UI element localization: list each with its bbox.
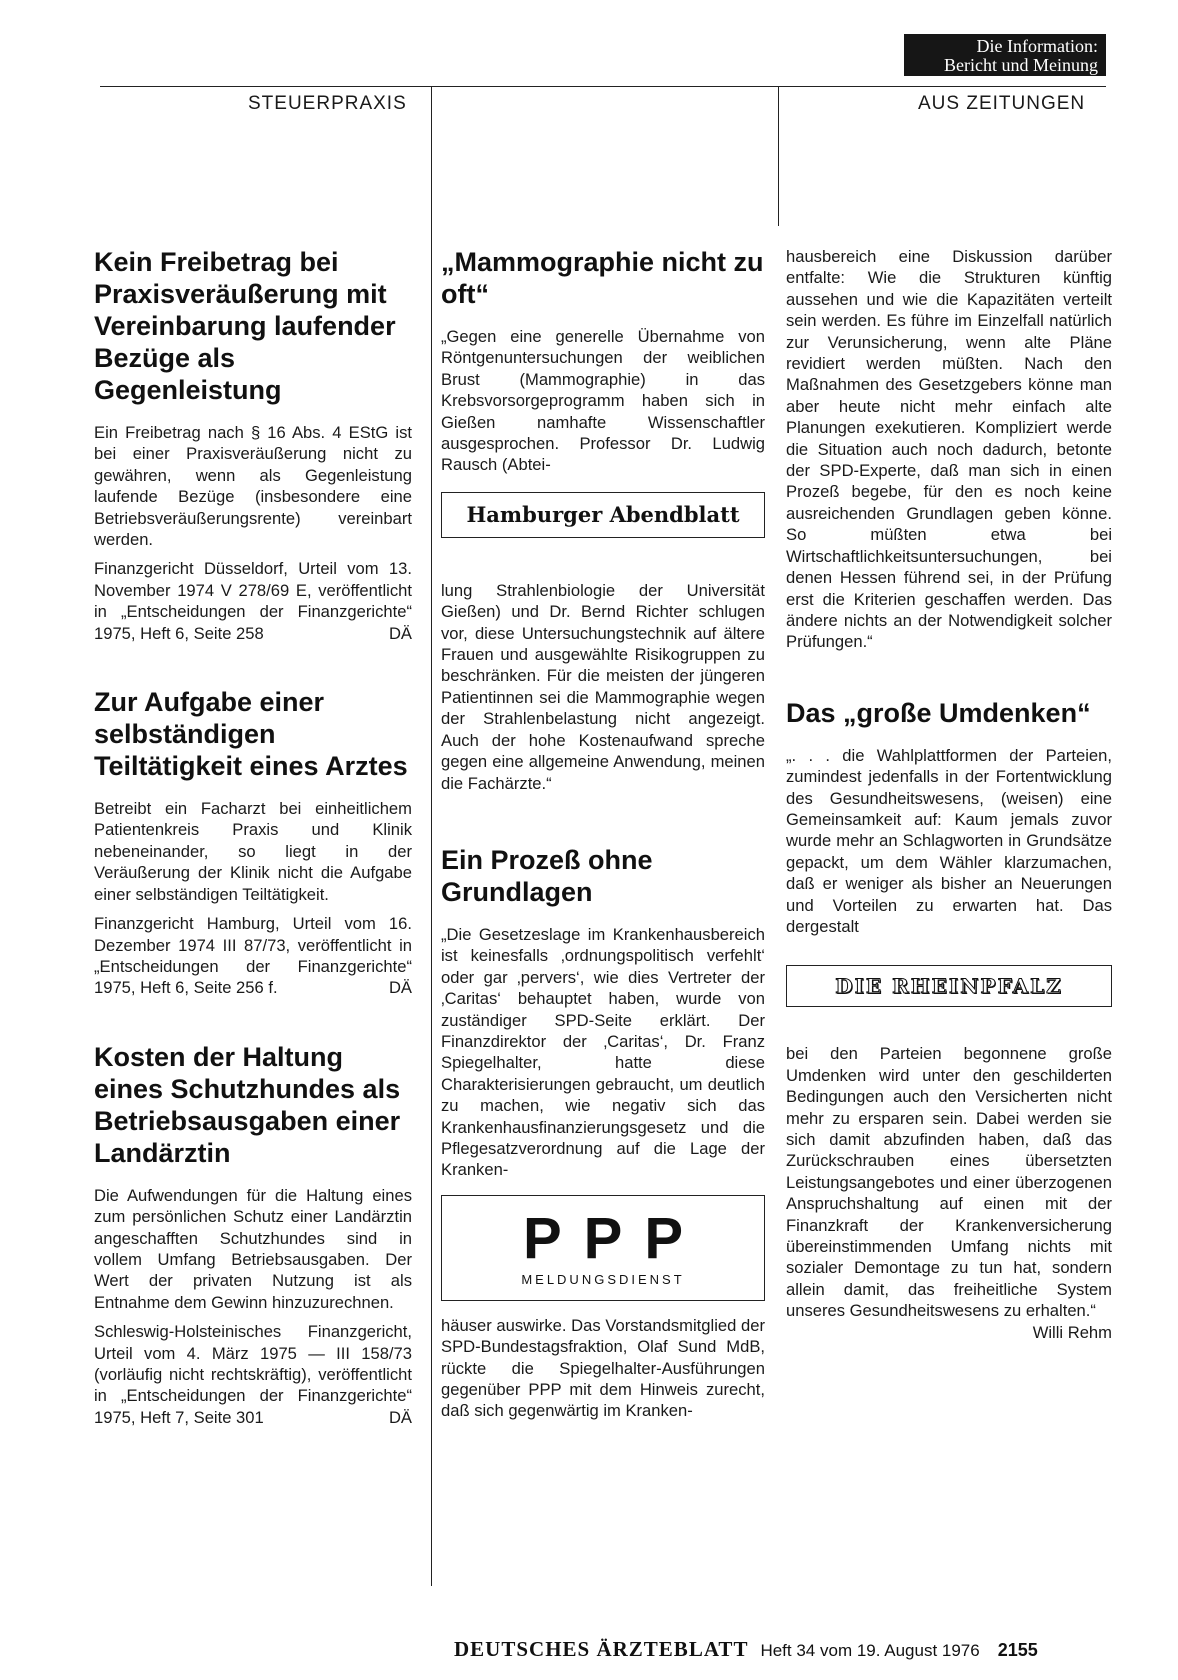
section-label-left: STEUERPRAXIS xyxy=(248,93,407,114)
article-body: Betreibt ein Facharzt bei einheitlichem Patientenkreis Praxis und Klinik nebeneinander, so liegt in der Veräußerung der Klinik nicht die Aufgabe einer selbständigen Teiltätigkeit. xyxy=(94,799,412,904)
newspaper-logo-hamburger-abendblatt xyxy=(441,492,765,538)
logo-text: DIE RHEINPFALZ xyxy=(835,974,1063,999)
badge-line-1: Die Information: xyxy=(976,36,1098,56)
article-source xyxy=(94,558,412,644)
page-number: 2155 xyxy=(997,1640,1038,1660)
article-body-continued: häuser auswirke. Das Vorstandsmitglied der SPD-Bundestagsfraktion, Olaf Sund MdB, rückte die Spiegelhalter-Ausführungen gegenüber PPP mit dem Hinweis zurecht, daß sich gegenwärtig im Kranken- xyxy=(441,1315,765,1421)
article-body: Die Aufwendungen für die Haltung eines zum persönlichen Schutz einer Landärztin angeschafften Schutzhundes sind in vollem Umfang Betriebsausgaben. Der Wert der privaten Nutzung ist als Entnahme dem Gewinn hinzuzurechnen. xyxy=(94,1185,412,1312)
article-source xyxy=(94,913,412,999)
issue-info: Heft 34 vom 19. August 1976 xyxy=(760,1641,980,1660)
column-2 xyxy=(441,246,765,1430)
section-badge xyxy=(904,34,1106,76)
article-headline: Kosten der Haltung eines Schutzhundes als Betriebsausgaben einer Landärztin xyxy=(94,1041,401,1168)
article-source xyxy=(94,1321,412,1428)
article-body-continued xyxy=(786,1043,1112,1342)
article-prozess xyxy=(441,844,765,1422)
article-mammographie xyxy=(441,246,765,794)
article-headline: „Mammographie nicht zu oft“ xyxy=(441,247,764,309)
header-divider xyxy=(778,86,779,226)
article-body-continued: lung Strahlenbiologie der Universität Gießen) und Dr. Bernd Richter schlugen vor, diese Untersuchungstechnik auf ältere Frauen und ausgewählte Risikogruppen zu beschränken. Für die meisten der jüngeren Patientinnen sei die Mammographie wegen der Strahlenbelastung nicht angezeigt. Auch der hohe Kostenaufwand spreche gegen eine allgemeine Anwendung, meinen die Fachärzte.“ xyxy=(441,580,765,793)
column-divider xyxy=(431,86,432,1586)
article-body: „. . . die Wahlplattformen der Parteien, zumindest jedenfalls in der Fortentwicklung des Gesundheitswesens, (weisen) eine Gemeinsamkeit auf: Kaum jemals zuvor wurde mehr an Schlagworten in Grundsätze gepackt, um dem Wähler klarzumachen, daß er weniger als bisher an Neuerungen und Vorteilen zu erwarten hat. Das dergestalt xyxy=(786,745,1112,936)
article-headline: Das „große Umdenken“ xyxy=(786,697,1091,728)
header-rule xyxy=(100,86,1106,87)
logo-text: Hamburger Abendblatt xyxy=(466,502,740,528)
article-headline: Zur Aufgabe einer selbständigen Teiltätigkeit eines Arztes xyxy=(94,687,408,782)
article-umdenken xyxy=(786,697,1112,1342)
journal-name: DEUTSCHES ÄRZTEBLATT xyxy=(454,1637,749,1661)
badge-line-2: Bericht und Meinung xyxy=(944,55,1098,75)
ppp-logo-subtitle: MELDUNGSDIENST xyxy=(521,1272,685,1288)
article-body-continued: hausbereich eine Diskussion darüber entfalte: Wie die Strukturen künftig aussehen und wie die Kapazitäten verteilt sein werden. Es führe im Einzelfall natürlich zur Verunsicherung, wenn alte Pläne revidiert werden müßten. Nach den Maßnahmen des Gesetzgebers könne man aber heute nicht mehr einfach alte Planungen exekutieren. Kompliziert werde die Situation auch noch dadurch, betonte der SPD-Experte, daß man sich in einen Prozeß begebe, für den es noch keine ausreichenden Grundlagen geben könne. So müßten etwa bei Wirtschaftlichkeitsuntersuchungen, bei denen Hessen führend sei, in der Prüfung erst die Kriterien geschaffen werden. Das ändere nichts an der Notwendigkeit solcher Prüfungen.“ xyxy=(786,247,1112,652)
author-signature: Willi Rehm xyxy=(1032,1322,1112,1342)
article-body: „Die Gesetzeslage im Krankenhausbereich ist keinesfalls ‚ordnungspolitisch verfehlt‘ oder gar ‚pervers‘, wie dies Vertreter der ‚Caritas‘ behauptet haben, wurde von zuständiger SPD-Seite erklärt. Der Finanzdirektor der ‚Caritas‘, Dr. Franz Spiegelhalter, hatte diese Charakterisierungen gebraucht, um deutlich zu machen, wie negativ sich das Krankenhausfinanzierungsgesetz und die Pflegesatzverordnung auf die Lage der Kranken- xyxy=(441,924,765,1180)
article-body: „Gegen eine generelle Übernahme von Röntgenuntersuchungen der weiblichen Brust (Mammographie) in das Krebsvorsorgeprogramm haben sich in Gießen namhafte Wissenschaftler ausgesprochen. Professor Dr. Ludwig Rausch (Abtei- xyxy=(441,327,765,475)
source-mark: DÄ xyxy=(388,978,412,998)
article-teiltaetigkeit xyxy=(94,686,412,999)
ppp-logo-letters: PPP xyxy=(522,1206,706,1272)
source-mark: DÄ xyxy=(388,1407,412,1427)
article-body: Ein Freibetrag nach § 16 Abs. 4 EStG ist bei einer Praxisveräußerung nicht zu gewähren, wenn als Gegenleistung laufende Bezüge (insbesondere eine Betriebsveräußerungsrente) vereinbart werden. xyxy=(94,423,412,550)
column-1 xyxy=(94,246,412,1428)
article-freibetrag xyxy=(94,246,412,644)
article-schutzhund xyxy=(94,1041,412,1428)
newspaper-logo-rheinpfalz xyxy=(786,965,1112,1007)
article-headline: Ein Prozeß ohne Grundlagen xyxy=(441,844,653,907)
source-text: Finanzgericht Hamburg, Urteil vom 16. Dezember 1974 III 87/73, veröffentlicht in „Entscheidungen der Finanzgerichte“ 1975, Heft 6, Seite 256 f. xyxy=(94,914,412,998)
column-3 xyxy=(786,246,1112,1343)
article-headline: Kein Freibetrag bei Praxisveräußerung mit Vereinbarung laufender Bezüge als Gegenleistung xyxy=(94,247,396,405)
section-label-right: AUS ZEITUNGEN xyxy=(918,93,1086,114)
newspaper-logo-ppp xyxy=(441,1195,765,1301)
article-text: bei den Parteien begonnene große Umdenken wird unter den geschilderten Bedingungen auch den Versicherten nicht mehr zu ersparen sein. Dabei werden sie sich damit abzufinden haben, daß das Zurückschrauben eines übersetzten Leistungsangebotes und einer überzogenen Anspruchshaltung auf einen mit der Finanzkraft der Krankenversicherung übereinstimmenden Umfang nichts mit sozialer Demontage zu tun hat, sondern allein damit, das freiheitliche System unseres Gesundheitswesens zu erhalten.“ xyxy=(786,1044,1112,1321)
page-footer xyxy=(454,1637,1106,1665)
source-text: Schleswig-Holsteinisches Finanzgericht, Urteil vom 4. März 1975 — III 158/73 (vorläufig nicht rechtskräftig), veröffentlicht in „Entscheidungen der Finanzgerichte“ 1975, Heft 7, Seite 301 xyxy=(94,1322,412,1427)
source-text: Finanzgericht Düsseldorf, Urteil vom 13. November 1974 V 278/69 E, veröffentlicht in „Entscheidungen der Finanzgerichte“ 1975, Heft 6, Seite 258 xyxy=(94,559,412,643)
source-mark: DÄ xyxy=(388,623,412,643)
